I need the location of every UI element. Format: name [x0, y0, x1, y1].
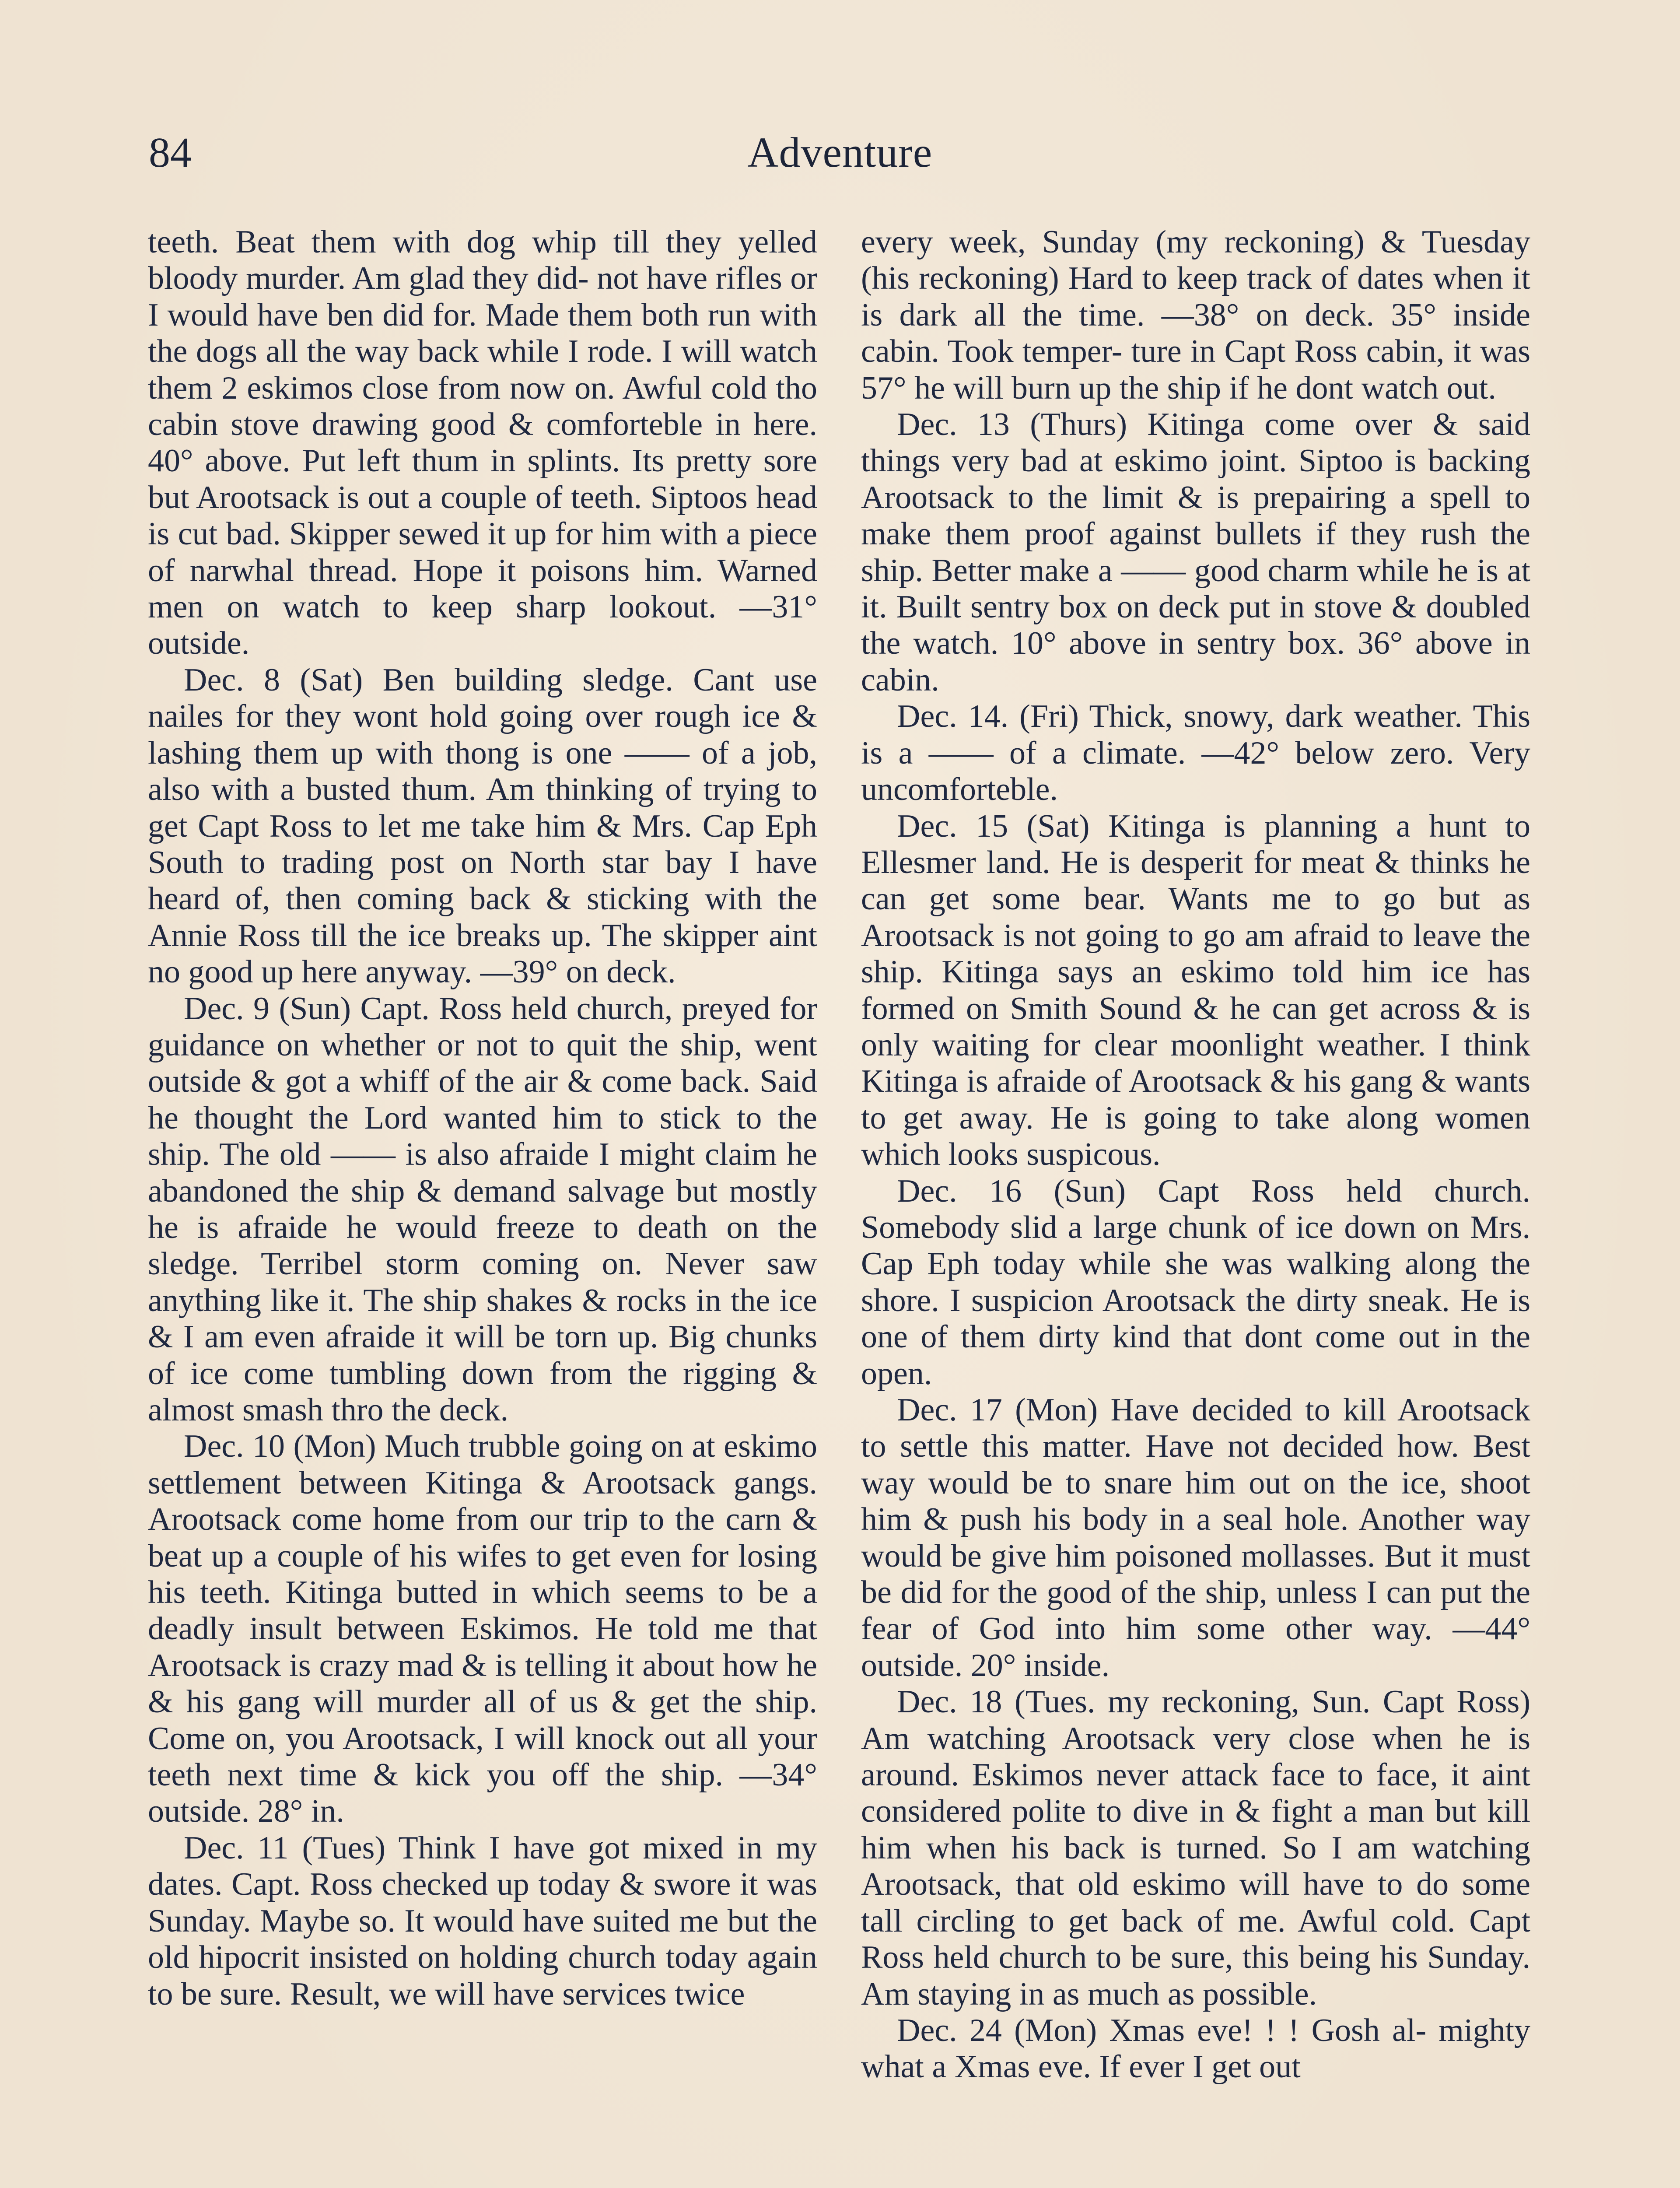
left-text-column: [148, 224, 817, 2013]
right-text-column: [861, 224, 1530, 2086]
paragraph-continued: every week, Sunday (my reckoning) & Tuesday (his reckoning) Hard to keep track of dates when it is dark all the time. —38° on deck. 35° inside cabin. Took temper- ture in Capt Ross cabin, it was 57° he will burn up the ship if he dont watch out.: [861, 224, 1530, 406]
paragraph-continued: teeth. Beat them with dog whip till they yelled bloody murder. Am glad they did- not have rifles or I would have ben did for. Made them both run with the dogs all the way back while I rode. I will watch them 2 eskimos close from now on. Awful cold tho cabin stove drawing good & comforteble in here. 40° above. Put left thum in splints. Its pretty sore but Arootsack is out a couple of teeth. Siptoos head is cut bad. Skipper sewed it up for him with a piece of narwhal thread. Hope it poisons him. Warned men on watch to keep sharp lookout. —31° outside.: [148, 224, 817, 662]
diary-entry-dec-18: Dec. 18 (Tues. my reckoning, Sun. Capt Ross) Am watching Arootsack very close when he is around. Eskimos never attack face to face, it aint considered polite to dive in & fight a man but kill him when his back is turned. So I am watching Arootsack, that old eskimo will have to do some tall circling to get back of me. Awful cold. Capt Ross held church to be sure, this being his Sunday. Am staying in as much as possible.: [861, 1684, 1530, 2012]
running-title: Adventure: [747, 129, 933, 176]
diary-entry-dec-13: Dec. 13 (Thurs) Kitinga come over & said things very bad at eskimo joint. Siptoo is backing Arootsack to the limit & is prepairing a spell to make them proof against bullets if they rush the ship. Better make a —— good charm while he is at it. Built sentry box on deck put in stove & doubled the watch. 10° above in sentry box. 36° above in cabin.: [861, 407, 1530, 698]
diary-entry-dec-8: Dec. 8 (Sat) Ben building sledge. Cant use nailes for they wont hold going over rough ice & lashing them up with thong is one —— of a job, also with a busted thum. Am thinking of trying to get Capt Ross to let me take him & Mrs. Cap Eph South to trading post on North star bay I have heard of, then coming back & sticking with the Annie Ross till the ice breaks up. The skipper aint no good up here anyway. —39° on deck.: [148, 662, 817, 990]
diary-entry-dec-9: Dec. 9 (Sun) Capt. Ross held church, preyed for guidance on whether or not to quit the ship, went outside & got a whiff of the air & come back. Said he thought the Lord wanted him to stick to the ship. The old —— is also afraide I might claim he abandoned the ship & demand salvage but mostly he is afraide he would freeze to death on the sledge. Terribel storm coming on. Never saw anything like it. The ship shakes & rocks in the ice & I am even afraide it will be torn up. Big chunks of ice come tumbling down from the rigging & almost smash thro the deck.: [148, 990, 817, 1428]
diary-entry-dec-16: Dec. 16 (Sun) Capt Ross held church. Somebody slid a large chunk of ice down on Mrs. Cap Eph today while she was walking along the shore. I suspicion Arootsack the dirty sneak. He is one of them dirty kind that dont come out in the open.: [861, 1173, 1530, 1392]
page-number: 84: [149, 129, 192, 176]
diary-entry-dec-10: Dec. 10 (Mon) Much trubble going on at eskimo settlement between Kitinga & Arootsack gangs. Arootsack come home from our trip to the carn & beat up a couple of his wifes to get even for losing his teeth. Kitinga butted in which seems to be a deadly insult between Eskimos. He told me that Arootsack is crazy mad & is telling it about how he & his gang will murder all of us & get the ship. Come on, you Arootsack, I will knock out all your teeth next time & kick you off the ship. —34° outside. 28° in.: [148, 1428, 817, 1830]
diary-entry-dec-14: Dec. 14. (Fri) Thick, snowy, dark weather. This is a —— of a climate. —42° below zero. Very uncomforteble.: [861, 698, 1530, 808]
diary-entry-dec-24: Dec. 24 (Mon) Xmas eve! ! ! Gosh al- mighty what a Xmas eve. If ever I get out: [861, 2012, 1530, 2085]
diary-entry-dec-11: Dec. 11 (Tues) Think I have got mixed in my dates. Capt. Ross checked up today & swore it was Sunday. Maybe so. It would have suited me but the old hipocrit insisted on holding church today again to be sure. Result, we will have services twice: [148, 1830, 817, 2012]
diary-entry-dec-15: Dec. 15 (Sat) Kitinga is planning a hunt to Ellesmer land. He is desperit for meat & thinks he can get some bear. Wants me to go but as Arootsack is not going to go am afraid to leave the ship. Kitinga says an eskimo told him ice has formed on Smith Sound & he can get across & is only waiting for clear moonlight weather. I think Kitinga is afraide of Arootsack & his gang & wants to get away. He is going to take along women which looks suspicous.: [861, 808, 1530, 1173]
diary-entry-dec-17: Dec. 17 (Mon) Have decided to kill Arootsack to settle this matter. Have not decided how. Best way would be to snare him out on the ice, shoot him & push his body in a seal hole. Another way would be give him poisoned mollasses. But it must be did for the good of the ship, unless I can put the fear of God into him some other way. —44° outside. 20° inside.: [861, 1392, 1530, 1683]
